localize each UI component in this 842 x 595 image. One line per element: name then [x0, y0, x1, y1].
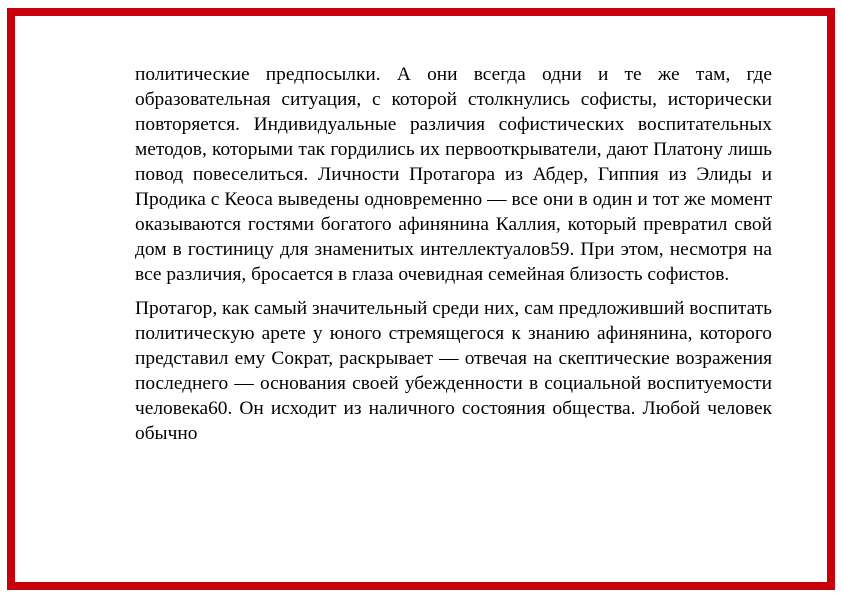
- paragraph-2: Протагор, как самый значительный среди них, сам предложивший воспитать политическую арете у юного стремящегося к знанию афинянина, которого представил ему Сократ, раскрывает — отвечая на скептические возражения последнего — основания своей убежденности в социальной воспитуемости человека60. Он исходит из наличного состояния общества. Любой человек обычно: [135, 298, 773, 444]
- paragraph-1: политические предпосылки. А они всегда одни и те же там, где образовательная ситуация, с которой столкнулись софисты, исторически повторяется. Индивидуальные различия софистических воспитательных методов, которыми так гордились их первооткрыватели, дают Платону лишь повод повеселиться. Личности Протагора из Абдер, Гиппия из Элиды и Продика с Кеоса выведены одновременно — все они в один и тот же момент оказываются гостями богатого афинянина Каллия, который превратил свой дом в гостиницу для знаменитых интеллектуалов59. При этом, несмотря на все различия, бросается в глаза очевидная семейная близость софистов.: [135, 64, 772, 285]
- text-body: [135, 62, 772, 446]
